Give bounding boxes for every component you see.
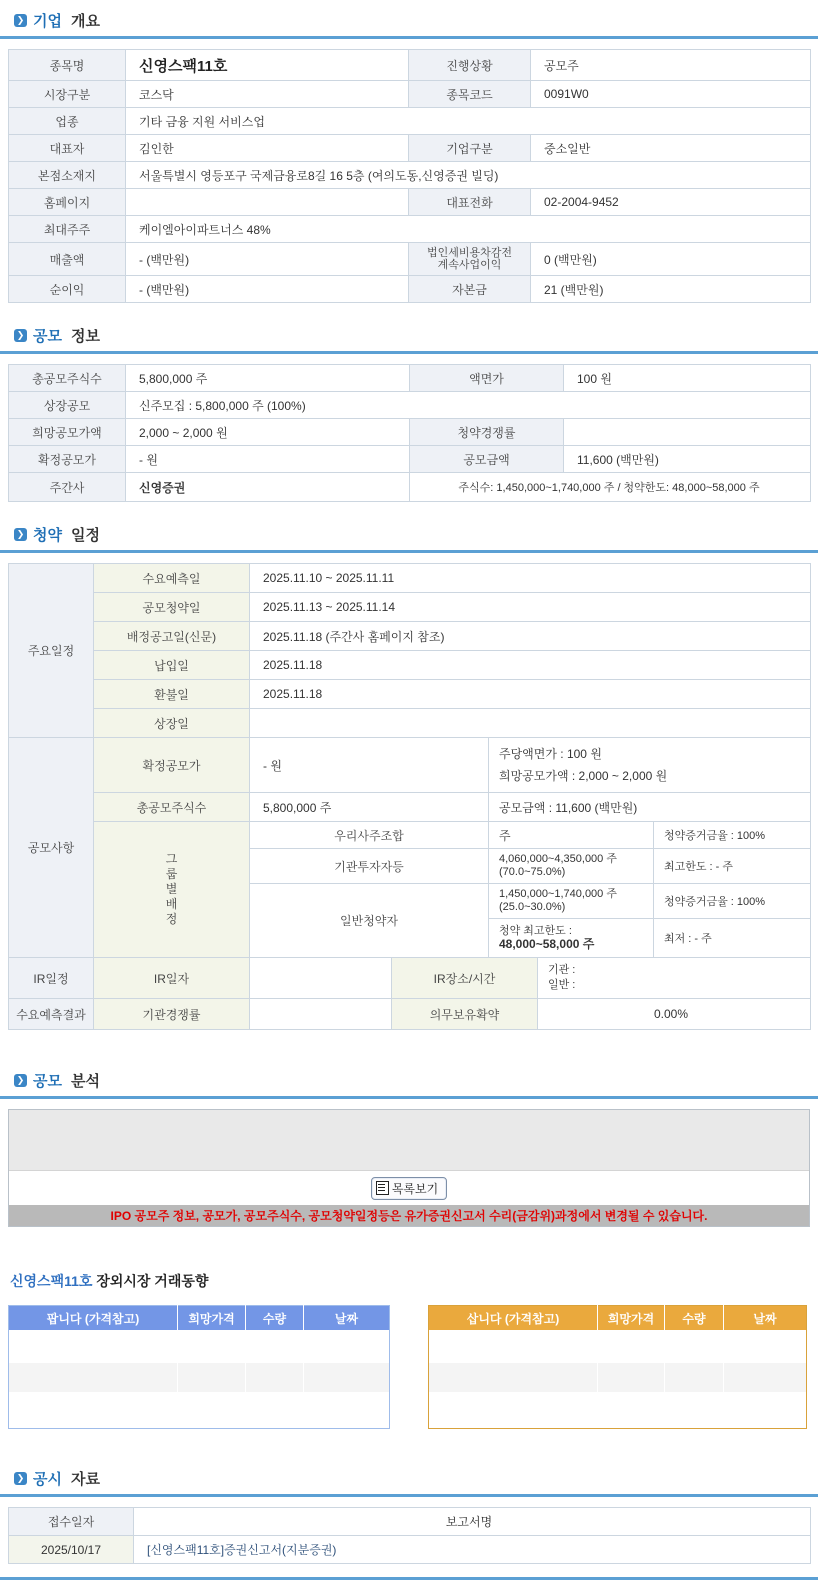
table-row <box>9 189 811 216</box>
analysis-button-row <box>9 1171 809 1205</box>
column-header: 날짜 <box>724 1306 807 1331</box>
cell-value: 2025.11.10 ~ 2025.11.11 <box>250 564 811 593</box>
column-header: 팝니다 (가격참고) <box>9 1306 178 1331</box>
section-offering-info <box>0 319 818 502</box>
section-offering-analysis <box>0 1064 818 1227</box>
cell-label: 상장일 <box>94 709 250 738</box>
otc-empty-row <box>9 1330 390 1363</box>
general-share-cell <box>489 884 654 919</box>
vert-char: 정 <box>165 912 178 926</box>
cell-label: 본점소재지 <box>9 162 126 189</box>
section-header <box>0 1462 818 1494</box>
schedule-table <box>8 563 811 1030</box>
section-header <box>0 4 818 36</box>
cell-value: 2025.11.13 ~ 2025.11.14 <box>250 593 811 622</box>
otc-empty-row <box>429 1330 807 1363</box>
offering-info-table <box>8 364 811 502</box>
ir-general-line: 일반 : <box>548 979 576 991</box>
cell-value <box>250 709 811 738</box>
cell-value: 2025.11.18 <box>250 651 811 680</box>
table-row <box>9 793 811 822</box>
otc-empty-row <box>9 1363 390 1392</box>
cell-label: 일반청약자 <box>250 884 489 958</box>
document-list-icon <box>376 1181 389 1195</box>
table-row <box>9 651 811 680</box>
cell-value: - 원 <box>126 446 410 473</box>
table-row <box>9 564 811 593</box>
cell-label: 자본금 <box>409 276 531 303</box>
section-bullet-icon: ❯ <box>14 1074 27 1087</box>
otc-buy-table <box>428 1305 807 1429</box>
cell-value: 서울특별시 영등포구 국제금융로8길 16 5층 (여의도동,신영증권 빌딩) <box>126 162 811 189</box>
cell-label: 최대주주 <box>9 216 126 243</box>
cell-value: - (백만원) <box>126 276 409 303</box>
cell-label <box>409 243 531 276</box>
max-limit-cell: 최고한도 : - 주 <box>654 849 811 884</box>
column-header: 날짜 <box>304 1306 390 1331</box>
report-cell <box>134 1536 811 1564</box>
table-row <box>9 365 811 392</box>
table-row <box>9 593 811 622</box>
filing-date: 2025/10/17 <box>9 1536 134 1564</box>
table-row <box>9 243 811 276</box>
section-company-overview <box>0 0 818 303</box>
ir-place-cell <box>538 958 811 999</box>
analysis-panel <box>8 1109 810 1227</box>
cell-label: 기관경쟁률 <box>94 999 250 1030</box>
share-percent: (25.0~30.0%) <box>499 901 566 913</box>
section-header <box>0 518 818 550</box>
cell-value: 주 <box>489 822 654 849</box>
cell-value <box>250 958 392 999</box>
cell-label: 우리사주조합 <box>250 822 489 849</box>
cell-value: 김인한 <box>126 135 409 162</box>
disclosure-row <box>9 1536 811 1564</box>
table-row <box>9 958 811 999</box>
table-row <box>9 162 811 189</box>
section-bullet-icon: ❯ <box>14 329 27 342</box>
schedule-group-label: 주요일정 <box>9 564 94 738</box>
disclosure-header-row <box>9 1508 811 1536</box>
subscription-max-cell <box>489 919 654 958</box>
par-value-line: 주당액면가 : 100 원 <box>499 747 602 761</box>
cell-label: 업종 <box>9 108 126 135</box>
cell-value <box>564 419 811 446</box>
table-row <box>9 473 811 502</box>
cell-label: 확정공모가 <box>9 446 126 473</box>
otc-stock-name: 신영스팩11호 <box>10 1273 93 1289</box>
column-header: 희망가격 <box>598 1306 665 1331</box>
vert-char: 별 <box>165 882 178 896</box>
table-row <box>9 446 811 473</box>
cell-label: 기관투자자등 <box>250 849 489 884</box>
cell-value: 0 (백만원) <box>531 243 811 276</box>
otc-empty-row <box>429 1363 807 1392</box>
share-range: 4,060,000~4,350,000 주 <box>499 853 617 865</box>
table-row <box>9 216 811 243</box>
cell-value: - (백만원) <box>126 243 409 276</box>
table-row <box>9 622 811 651</box>
cell-value: 코스닥 <box>126 81 409 108</box>
section-title-accent: 공시 <box>33 1471 62 1488</box>
cell-label: 배정공고일(신문) <box>94 622 250 651</box>
section-subscription-schedule <box>0 518 818 1030</box>
table-row <box>9 392 811 419</box>
section-underline <box>0 550 818 553</box>
section-title-rest: 개요 <box>70 13 100 30</box>
institution-share-cell <box>489 849 654 884</box>
company-overview-table <box>8 49 811 303</box>
section-underline <box>0 1494 818 1497</box>
vert-char: 배 <box>165 897 178 911</box>
otc-title-rest: 장외시장 거래동향 <box>96 1273 209 1289</box>
table-row <box>9 738 811 793</box>
max-value: 48,000~58,000 주 <box>499 936 595 951</box>
cell-label: 순이익 <box>9 276 126 303</box>
table-row <box>9 276 811 303</box>
stock-name: 신영스팩11호 <box>126 50 409 81</box>
share-range: 1,450,000~1,740,000 주 <box>499 888 617 900</box>
cell-label-line2: 계속사업이익 <box>437 259 502 271</box>
otc-sell-table <box>8 1305 390 1429</box>
section-bullet-icon: ❯ <box>14 528 27 541</box>
column-header: 삽니다 (가격참고) <box>429 1306 598 1331</box>
cell-label: 청약경쟁률 <box>410 419 564 446</box>
cell-label: 주간사 <box>9 473 126 502</box>
cell-label: 기업구분 <box>409 135 531 162</box>
otc-buy-header-row <box>429 1306 807 1331</box>
section-title-accent: 공모 <box>33 328 62 345</box>
max-label: 청약 최고한도 : <box>499 924 572 937</box>
cell-label-line1: 법인세비용차감전 <box>426 247 512 259</box>
cell-value: 5,800,000 주 <box>126 365 410 392</box>
schedule-group-label: IR일정 <box>9 958 94 999</box>
section-title-rest: 정보 <box>70 328 100 345</box>
section-header <box>0 319 818 351</box>
column-header: 수량 <box>246 1306 304 1331</box>
table-row <box>9 680 811 709</box>
allocation-group-label <box>94 822 250 958</box>
otc-sell-header-row <box>9 1306 390 1331</box>
ipo-change-notice: IPO 공모주 정보, 공모가, 공모주식수, 공모청약일정등은 유가증권신고서 수리(금감위)과정에서 변경될 수 있습니다. <box>9 1205 809 1226</box>
cell-value: 신주모집 : 5,800,000 주 (100%) <box>126 392 811 419</box>
cell-value <box>126 189 409 216</box>
section-title-accent: 기업 <box>33 13 62 30</box>
cell-value: 중소일반 <box>531 135 811 162</box>
cell-label: 총공모주식수 <box>94 793 250 822</box>
report-link[interactable]: [신영스팩11호]증권신고서(지분증권) <box>147 1543 337 1557</box>
cell-label: 희망공모가액 <box>9 419 126 446</box>
cell-label: 진행상황 <box>409 50 531 81</box>
cell-label: IR장소/시간 <box>392 958 538 999</box>
cell-label: 확정공모가 <box>94 738 250 793</box>
margin-rate-cell: 청약증거금율 : 100% <box>654 884 811 919</box>
column-header: 수량 <box>665 1306 724 1331</box>
cell-label: 총공모주식수 <box>9 365 126 392</box>
cell-value: 기타 금융 지원 서비스업 <box>126 108 811 135</box>
vert-char: 룹 <box>165 867 178 881</box>
cell-value: 2025.11.18 <box>250 680 811 709</box>
underwriter-name: 신영증권 <box>126 473 410 502</box>
cell-value: 공모주 <box>531 50 811 81</box>
list-view-button-label: 목록보기 <box>391 1181 439 1196</box>
disclosure-table <box>8 1507 811 1564</box>
cell-value: 21 (백만원) <box>531 276 811 303</box>
section-title-accent: 공모 <box>33 1073 62 1090</box>
section-disclosure <box>0 1462 818 1580</box>
cell-value: - 원 <box>250 738 489 793</box>
cell-label: 납입일 <box>94 651 250 680</box>
cell-value: 5,800,000 주 <box>250 793 489 822</box>
section-underline <box>0 1096 818 1099</box>
cell-label: 의무보유확약 <box>392 999 538 1030</box>
otc-tables <box>8 1305 810 1429</box>
table-row <box>9 709 811 738</box>
table-row <box>9 999 811 1030</box>
cell-label: 액면가 <box>410 365 564 392</box>
cell-label: 공모금액 <box>410 446 564 473</box>
offer-amount-cell: 공모금액 : 11,600 (백만원) <box>489 793 811 822</box>
otc-empty-row <box>9 1392 390 1429</box>
margin-rate-cell: 청약증거금율 : 100% <box>654 822 811 849</box>
cell-value: 100 원 <box>564 365 811 392</box>
table-row <box>9 419 811 446</box>
list-view-button[interactable] <box>371 1177 447 1200</box>
section-header <box>0 1064 818 1096</box>
section-underline <box>0 36 818 39</box>
column-header: 보고서명 <box>134 1508 811 1536</box>
cell-value: 0091W0 <box>531 81 811 108</box>
ir-institution-line: 기관 : <box>548 964 576 976</box>
section-title-rest: 분석 <box>70 1073 100 1090</box>
cell-label: 대표자 <box>9 135 126 162</box>
cell-label: IR일자 <box>94 958 250 999</box>
cell-label: 홈페이지 <box>9 189 126 216</box>
min-limit-cell: 최저 : - 주 <box>654 919 811 958</box>
cell-label: 종목코드 <box>409 81 531 108</box>
cell-label: 종목명 <box>9 50 126 81</box>
section-title-rest: 자료 <box>70 1471 100 1488</box>
share-percent: (70.0~75.0%) <box>499 866 566 878</box>
column-header: 접수일자 <box>9 1508 134 1536</box>
cell-label: 환불일 <box>94 680 250 709</box>
cell-value: 11,600 (백만원) <box>564 446 811 473</box>
table-row <box>9 50 811 81</box>
table-row <box>9 135 811 162</box>
cell-value <box>250 999 392 1030</box>
table-row <box>9 81 811 108</box>
otc-empty-row <box>429 1392 807 1429</box>
section-bullet-icon: ❯ <box>14 14 27 27</box>
cell-label: 매출액 <box>9 243 126 276</box>
cell-label: 상장공모 <box>9 392 126 419</box>
section-underline <box>0 351 818 354</box>
otc-section-title <box>10 1271 810 1291</box>
cell-value: 2025.11.18 (주간사 홈페이지 참조) <box>250 622 811 651</box>
cell-label: 시장구분 <box>9 81 126 108</box>
hope-price-line: 희망공모가액 : 2,000 ~ 2,000 원 <box>499 769 668 783</box>
section-title-rest: 일정 <box>70 527 100 544</box>
price-detail-cell <box>489 738 811 793</box>
table-row <box>9 108 811 135</box>
cell-value: 02-2004-9452 <box>531 189 811 216</box>
lockup-rate-cell: 0.00% <box>538 999 811 1030</box>
analysis-empty-area <box>9 1110 809 1171</box>
cell-label: 대표전화 <box>409 189 531 216</box>
schedule-group-label: 공모사항 <box>9 738 94 958</box>
cell-label: 수요예측일 <box>94 564 250 593</box>
cell-value: 케이엘아이파트너스 48% <box>126 216 811 243</box>
column-header: 희망가격 <box>178 1306 246 1331</box>
table-row <box>9 822 811 849</box>
schedule-group-label: 수요예측결과 <box>9 999 94 1030</box>
vert-char: 그 <box>165 852 178 866</box>
section-bullet-icon: ❯ <box>14 1472 27 1485</box>
cell-label: 공모청약일 <box>94 593 250 622</box>
section-title-accent: 청약 <box>33 527 62 544</box>
cell-value: 2,000 ~ 2,000 원 <box>126 419 410 446</box>
underwriter-share-range: 주식수: 1,450,000~1,740,000 주 / 청약한도: 48,000~58,000 주 <box>410 473 811 502</box>
